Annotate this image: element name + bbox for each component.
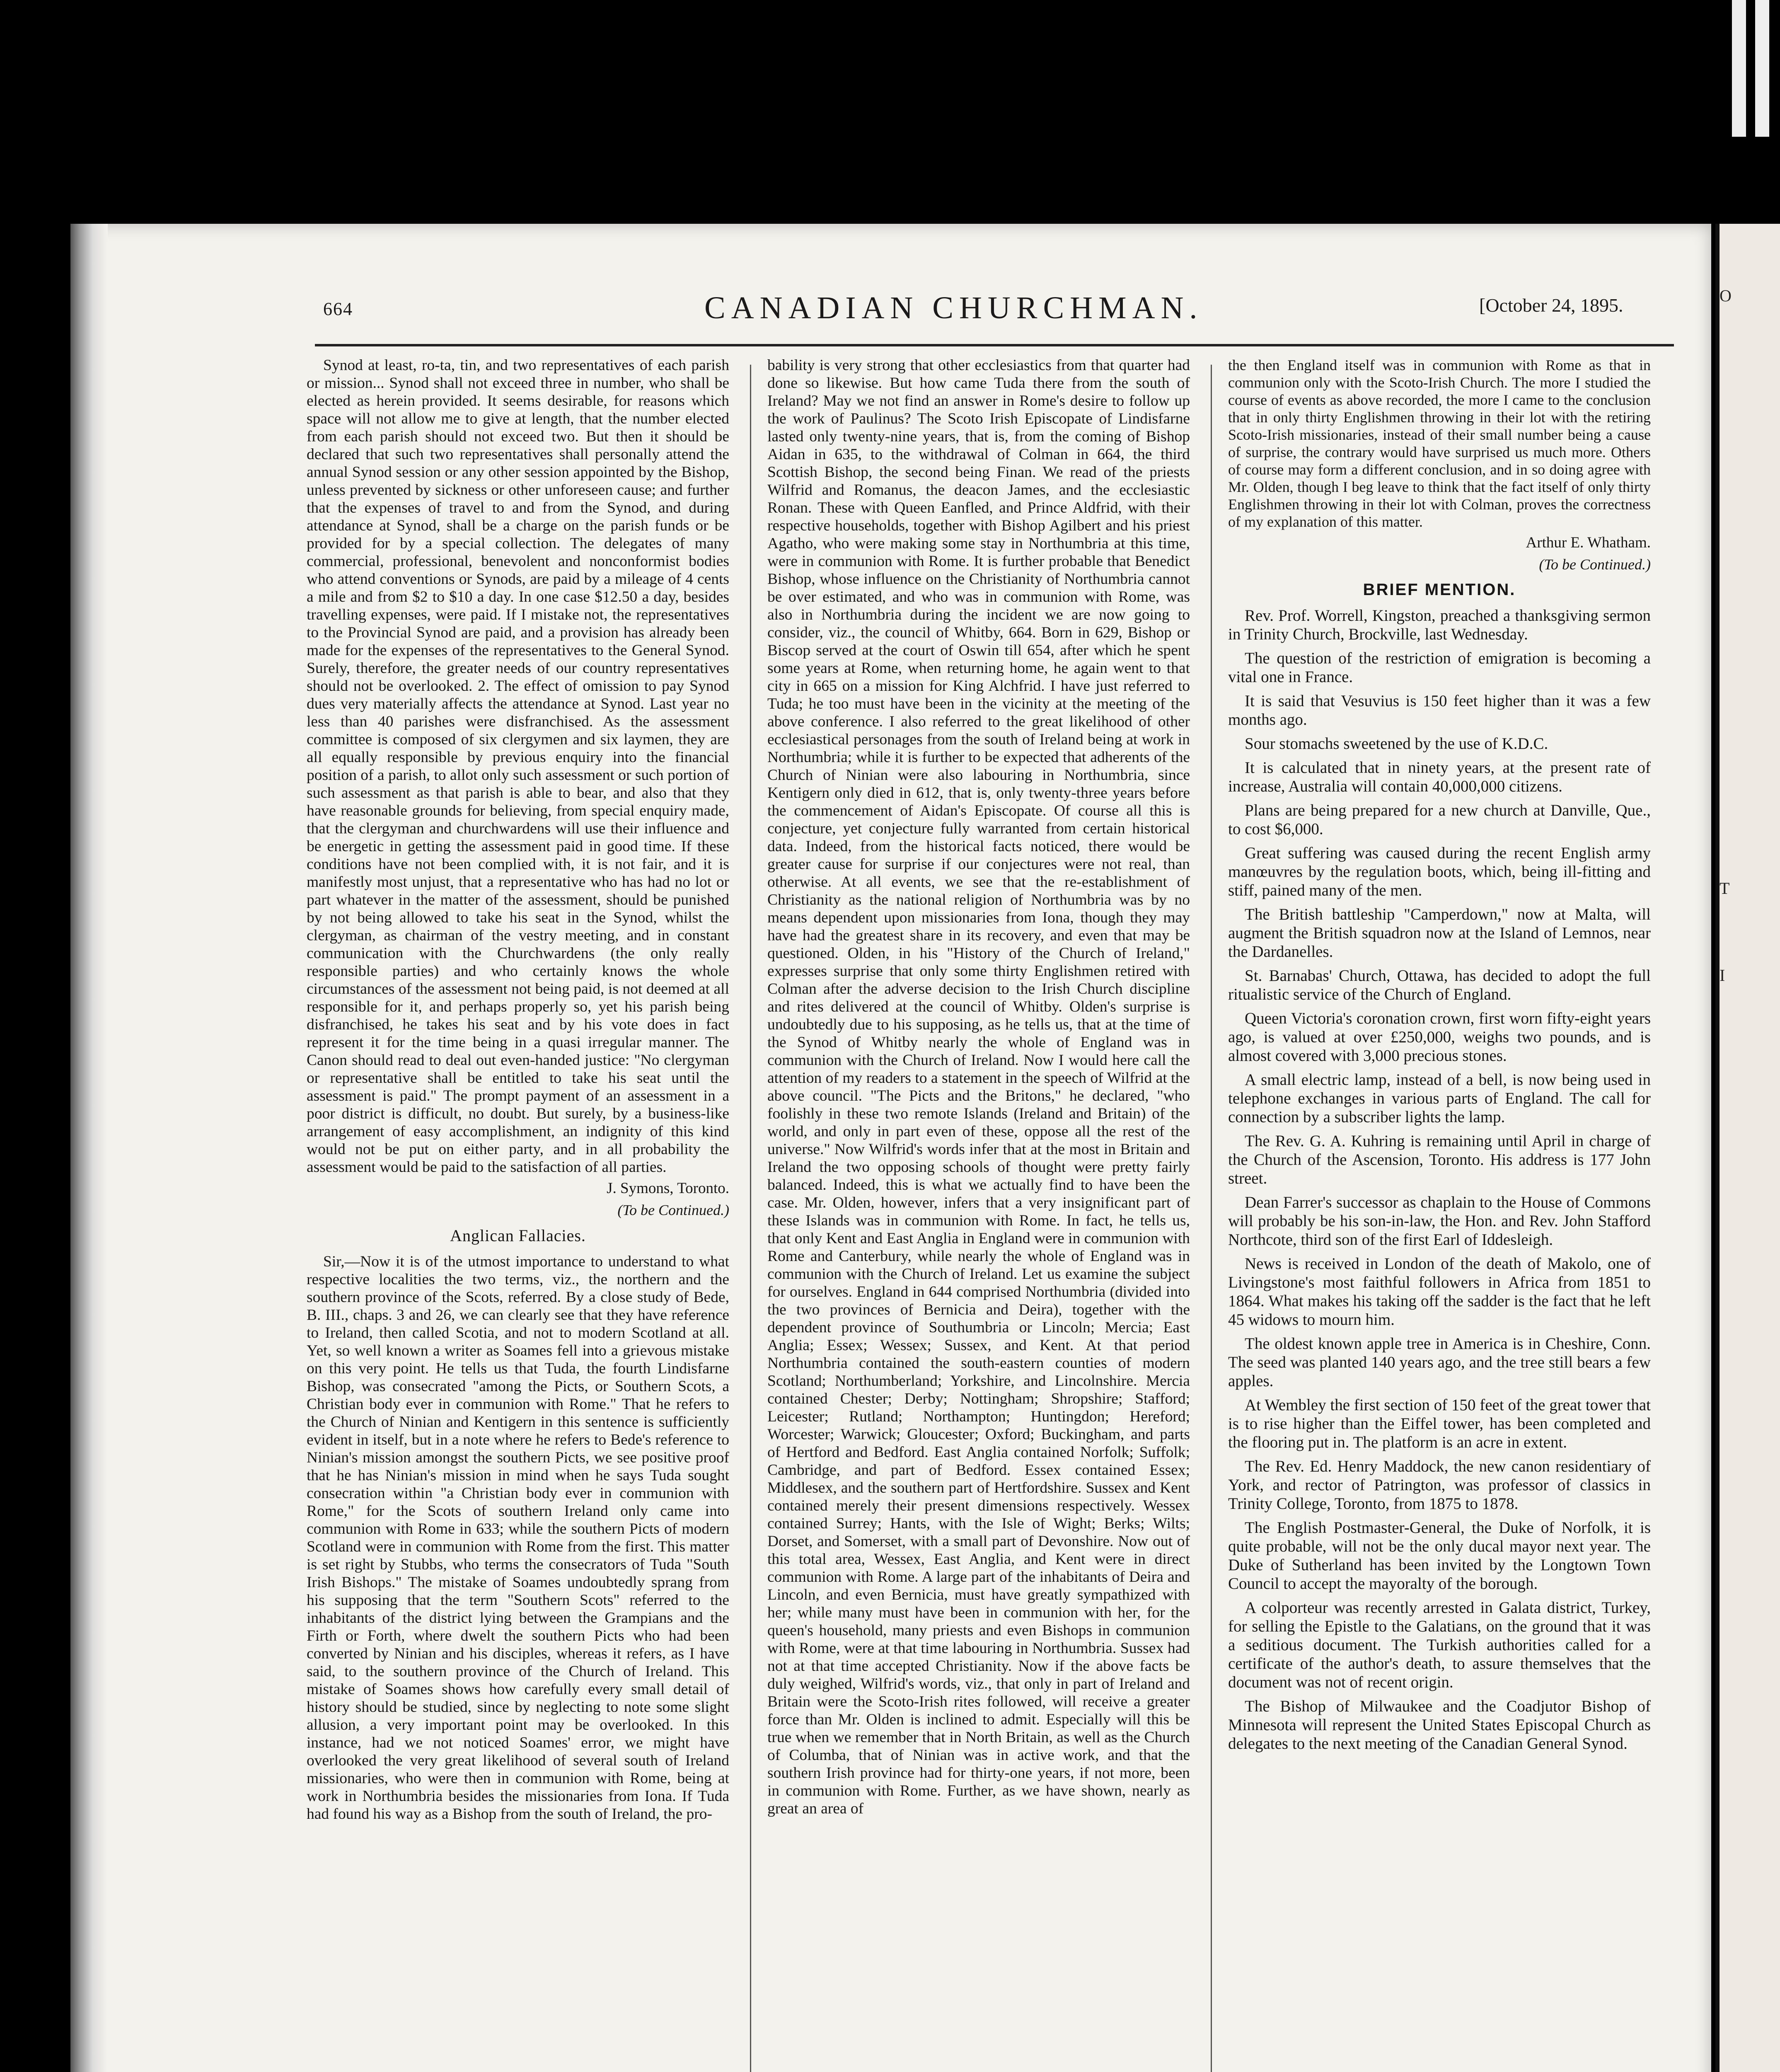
brief-item: The English Postmaster-General, the Duke of Norfolk, it is quite probable, will not be the only ducal mayor next year. The Duke of Sutherland has been invited by the Longtown Town Council to accept the mayoralty of the borough. (1228, 1519, 1651, 1593)
section-title: Anglican Fallacies. (450, 1226, 586, 1245)
column-divider (1211, 365, 1212, 2072)
column-2 (767, 356, 1190, 2072)
brief-item: Rev. Prof. Worrell, Kingston, preached a thanksgiving sermon in Trinity Church, Brockville, last Wednesday. (1228, 607, 1651, 643)
column-3 (1228, 356, 1651, 2072)
brief-item: Plans are being prepared for a new church at Danville, Que., to cost $6,000. (1228, 801, 1651, 838)
brief-item: At Wembley the first section of 150 feet of the great tower that is to rise higher than the Eiffel tower, has been completed and the flooring put in. The platform is an acre in extent. (1228, 1396, 1651, 1451)
brief-item: The oldest known apple tree in America is in Cheshire, Conn. The seed was planted 140 years ago, and the tree still bears a few apples. (1228, 1335, 1651, 1390)
page-header (315, 286, 1674, 323)
brief-item: Sour stomachs sweetened by the use of K.D.C. (1245, 735, 1548, 753)
next-page-edge (1715, 224, 1780, 2072)
brief-item: The Rev. Ed. Henry Maddock, the new canon residentiary of York, and rector of Patrington, was professor of classics in Trinity College, Toronto, from 1875 to 1878. (1228, 1457, 1651, 1513)
brief-item: The question of the restriction of emigration is becoming a vital one in France. (1228, 649, 1651, 686)
brief-item: Queen Victoria's coronation crown, first worn fifty-eight years ago, is valued at over £250,000, weighs two pounds, and is almost covered with 3,000 precious stones. (1228, 1009, 1651, 1065)
article-paragraph: Sir,—Now it is of the utmost importance to understand to what respective localities the two terms, viz., the northern and the southern province of the Scots, referred. By a close study of Bede, B. III., chaps. 3 and 26, we can clearly see that they have reference to Ireland, then called Scotia, and not to modern Scotland at all. Yet, so well known a writer as Soames fell into a grievous mistake on this very point. He tells us that Tuda, the fourth Lindisfarne Bishop, was consecrated "among the Picts, or Southern Scots, a Christian body ever in communion with Rome." That he refers to the Church of Ninian and Kentigern in this sentence is sufficiently evident in itself, but in a note where he refers to Bede's reference to Ninian's mission amongst the southern Picts, we see positive proof that he has Ninian's mission in mind when he says Tuda sought consecration within "a Christian body ever in communion with Rome," for the Scots of southern Ireland only came into communion with Rome in 633; while the southern Picts of modern Scotland were in communion with Rome from the first. This matter is set right by Stubbs, who terms the consecrators of Tuda "South Irish Bishops." The mistake of Soames undoubtedly sprang from his supposing that the term "Southern Scots" referred to the inhabitants of the district lying between the Grampians and the Firth or Forth, where dwelt the southern Picts who had been converted by Ninian and his disciples, whereas it refers, as I have said, to the southern province of the Church of Ireland. This mistake of Soames shows how carefully every small detail of history should be studied, since by neglecting to note some slight allusion, a very important point may be overlooked. In this instance, had we not noticed Soames' error, we might have overlooked the very great likelihood of several south of Ireland missionaries, who were then in communion with Rome, being at work in Northumbria besides the missionaries from Iona. If Tuda had found his way as a Bishop from the south of Ireland, the pro- (307, 1253, 729, 1823)
continued-note: (To be Continued.) (617, 1202, 729, 1218)
next-page-fragment: I (1720, 966, 1725, 985)
masthead-title: CANADIAN CHURCHMAN. (704, 290, 1203, 325)
brief-item: News is received in London of the death of Makolo, one of Livingstone's most faithful followers in Africa from 1851 to 1864. What makes his taking off the sadder is the fact that he left 45 widows to mourn him. (1228, 1255, 1651, 1329)
continued-note: (To be Continued.) (1539, 556, 1651, 573)
page-binding (70, 224, 108, 2072)
issue-date: [October 24, 1895. (1479, 295, 1623, 316)
brief-item: A small electric lamp, instead of a bell, is now being used in telephone exchanges in various parts of England. The call for connection by a subscriber lights the lamp. (1228, 1071, 1651, 1126)
brief-item: Great suffering was caused during the recent English army manœuvres by the regulation boots, which, being ill-fitting and stiff, pained many of the men. (1228, 844, 1651, 899)
brief-item: A colporteur was recently arrested in Galata district, Turkey, for selling the Epistle to the Galatians, on the ground that it was a seditious document. The Turkish authorities called for a certificate of the author's death, to assure themselves that the document was not of recent origin. (1228, 1599, 1651, 1691)
brief-item: The British battleship "Camperdown," now at Malta, will augment the British squadron now at the Island of Lemnos, near the Dardanelles. (1228, 905, 1651, 961)
brief-item: The Bishop of Milwaukee and the Coadjutor Bishop of Minnesota will represent the United States Episcopal Church as delegates to the next meeting of the Canadian General Synod. (1228, 1697, 1651, 1752)
section-title: BRIEF MENTION. (1363, 581, 1516, 599)
page-number: 664 (323, 299, 353, 319)
article-paragraph: bability is very strong that other ecclesiastics from that quarter had done so likewise. But how came Tuda there from the south of Ireland? May we not find an answer in Rome's desire to follow up the work of Paulinus? The Scoto Irish Episcopate of Lindisfarne lasted only twenty-nine years, that is, from the coming of Bishop Aidan in 635, to the withdrawal of Colman in 664, the third Scottish Bishop, the second being Finan. We read of the priests Wilfrid and Romanus, the deacon James, and the ecclesiastic Ronan. These with Queen Eanfled, and Prince Aldfrid, with their respective households, together with Bishop Agilbert and his priest Agatho, who were making some stay in Northumbria at this time, were in communion with Rome. It is further probable that Benedict Bishop, whose influence on the Christianity of Northumbria cannot be over estimated, and who was in communion with Rome, was also in Northumbria during the incident we are now going to consider, viz., the council of Whitby, 664. Born in 629, Bishop or Biscop served at the court of Oswin till 654, after which he spent some years at Rome, when returning home, he again went to that city in 665 on a mission for King Alchfrid. I have just referred to Tuda; he too must have been in the vicinity at the meeting of the above conference. I also referred to the great likelihood of other ecclesiastical personages from the south of Ireland being at work in Northumbria; while it is further to be expected that adherents of the Church of Ninian were also labouring in Northumbria, since Kentigern only died in 612, that is, only twenty-three years before the commencement of Aidan's Episcopate. Of course all this is conjecture, yet conjecture fully warranted from certain historical data. Indeed, from the historical facts noticed, there would be greater cause for surprise if our conjectures were not real, than otherwise. At all events, we see that the re-establishment of Christianity as the national religion of Northumbria was by no means dependent upon missionaries from Iona, though they may have had the greatest share in its recovery, and even that may be questioned. Olden, in his "History of the Church of Ireland," expresses surprise that only some thirty Englishmen retired with Colman after the adverse decision to the Irish Church discipline and rites delivered at the council of Whitby. Olden's surprise is undoubtedly due to his supposing, as he tells us, that at the time of the Synod of Whitby nearly the whole of England was in communion with the Church of Ireland. Now I would here call the attention of my readers to a statement in the speech of Wilfrid at the above council. "The Picts and the Britons," he declared, "who foolishly in these two remote Islands (Ireland and Britain) of the world, and only in part even of these, oppose all the rest of the universe." Now Wilfrid's words infer that at the most in Britain and Ireland the two opposing schools of thought were pretty fairly balanced. Indeed, this is what we actually find to have been the case. Mr. Olden, however, infers that a very insignificant part of these Islands was in communion with Rome. In fact, he tells us, that only Kent and East Anglia in England were in communion with Rome and Canterbury, while nearly the whole of England was in communion with the Church of Ireland. Let us examine the subject for ourselves. England in 644 comprised Northumbria (divided into the two provinces of Bernicia and Deira), together with the dependent province of Southumbria or Lincoln; Mercia; East Anglia; Essex; Wessex; Sussex, and Kent. At that period Northumbria contained the south-eastern counties of modern Scotland; Northumberland; Yorkshire, and Lincolnshire. Mercia contained Chester; Derby; Nottingham; Shropshire; Stafford; Leicester; Rutland; Northampton; Huntingdon; Hereford; Worcester; Warwick; Gloucester; Oxford; Buckingham, and parts of Hertford and Bedford. East Anglia contained Norfolk; Suffolk; Cambridge, and part of Bedford. Essex contained Essex; Middlesex, and the southern part of Hertfordshire. Sussex and Kent contained merely their present dimensions respectively. Wessex contained Surrey; Hants, with the Isle of Wight; Berks; Wilts; Dorset, and Somerset, with a small part of Devonshire. Now out of this total area, Wessex, East Anglia, and Kent were in direct communion with Rome. A large part of the inhabitants of Deira and Lincoln, and even Bernicia, must have greatly sympathized with her; while many must have been in communion with her, for the queen's household, many priests and even Bishops in communion with Rome, were at that time labouring in Northumbria. Sussex had not at that time accepted Christianity. Now if the above facts be duly weighed, Wilfrid's words, viz., that only in part of Ireland and Britain were the Scoto-Irish rites followed, will receive a greater force than Mr. Olden is inclined to admit. Especially will this be true when we remember that in North Britain, as well as the Church of Columba, that of Ninian was in active work, and that the southern Irish province had for thirty-one years, if not more, been in communion with Rome. Further, as we have shown, nearly as great an area of (767, 357, 1190, 1817)
scanner-marker (1755, 0, 1769, 137)
next-page-fragment: O (1720, 286, 1732, 305)
signature: Arthur E. Whatham. (1526, 534, 1651, 551)
brief-item: It is said that Vesuvius is 150 feet higher than it was a few months ago. (1228, 692, 1651, 729)
article-paragraph: Synod at least, ro-ta, tin, and two representatives of each parish or mission... Synod shall not exceed three in number, who shall be elected as herein provided. It seems desirable, for reasons which space will not allow me to give at length, that the number elected from each parish should not exceed two. But then it should be declared that such two representatives shall personally attend the annual Synod session or any other session appointed by the Bishop, unless prevented by sickness or other unforeseen cause; and further that the expenses of travel to and from the Synod, and during attendance at Synod, shall be a charge on the parish funds or be provided for by a special collection. The delegates of many commercial, professional, benevolent and nonconformist bodies who attend conventions or Synods, are paid by a mileage of 4 cents a mile and from $2 to $10 a day. In one case $12.50 a day, besides travelling expenses, were paid. If I mistake not, the representatives to the Provincial Synod are paid, and a provision has already been made for the expenses of the representatives to the General Synod. Surely, therefore, the greater needs of our country representatives should not be overlooked. 2. The effect of omission to pay Synod dues very materially affects the attendance at Synod. Last year no less than 40 parishes were disfranchised. As the assessment committee is composed of six clergymen and six laymen, they are all equally responsible by previous enquiry into the financial position of a parish, to allot only such assessment or such portion of such assessment as that parish is able to bear, and also that they have reasonable grounds for believing, from special enquiry made, that the clergyman and churchwardens will use their influence and be energetic in getting the assessment paid in good time. If these conditions have not been complied with, it is not fair, and it is manifestly most unjust, that a representative who has had no lot or part whatever in the matter of the assessment, should be punished by not being allowed to take his seat in the Synod, whilst the clergyman, as chairman of the vestry meeting, and in constant communication with the Churchwardens (the only really responsible parties) and who certainly knows the whole circumstances of the assessment not being paid, is not deemed at all responsible for it, and perhaps properly so, yet his parish being disfranchised, he takes his seat and by his vote does in fact represent it for the time being in a quasi irregular manner. The Canon should read to deal out even-handed justice: "No clergyman or representative shall be entitled to take his seat until the assessment is paid." The prompt payment of an assessment in a poor district is difficult, no doubt. But surely, by a business-like arrangement of easy accomplishment, an indignity of this kind would not be put on either party, and in all probability the assessment would be paid to the satisfaction of all parties. (307, 357, 729, 1176)
column-divider (750, 365, 751, 2072)
brief-item: Dean Farrer's successor as chaplain to the House of Commons will probably be his son-in-law, the Hon. and Rev. John Stafford Northcote, third son of the first Earl of Iddesleigh. (1228, 1193, 1651, 1249)
scanner-marker (1732, 0, 1746, 137)
next-page-fragment: T (1720, 879, 1730, 898)
header-rule (315, 344, 1674, 346)
brief-item: It is calculated that in ninety years, at the present rate of increase, Australia will contain 40,000,000 citizens. (1228, 759, 1651, 795)
column-1 (307, 356, 729, 2072)
article-paragraph: the then England itself was in communion with Rome as that in communion only with the Scoto-Irish Church. The more I studied the course of events as above recorded, the more I came to the conclusion that in only thirty Englishmen throwing in their lot with the retiring Scoto-Irish missionaries, instead of their small number being a cause of surprise, the contrary would have surprised us much more. Others of course may form a different conclusion, and in so doing agree with Mr. Olden, though I beg leave to think that the fact itself of only thirty Englishmen throwing in their lot with Colman, proves the correctness of my explanation of this matter. (1228, 357, 1651, 530)
brief-item: St. Barnabas' Church, Ottawa, has decided to adopt the full ritualistic service of the Church of England. (1228, 967, 1651, 1003)
brief-item: The Rev. G. A. Kuhring is remaining until April in charge of the Church of the Ascension, Toronto. His address is 177 John street. (1228, 1132, 1651, 1187)
signature: J. Symons, Toronto. (607, 1180, 729, 1197)
